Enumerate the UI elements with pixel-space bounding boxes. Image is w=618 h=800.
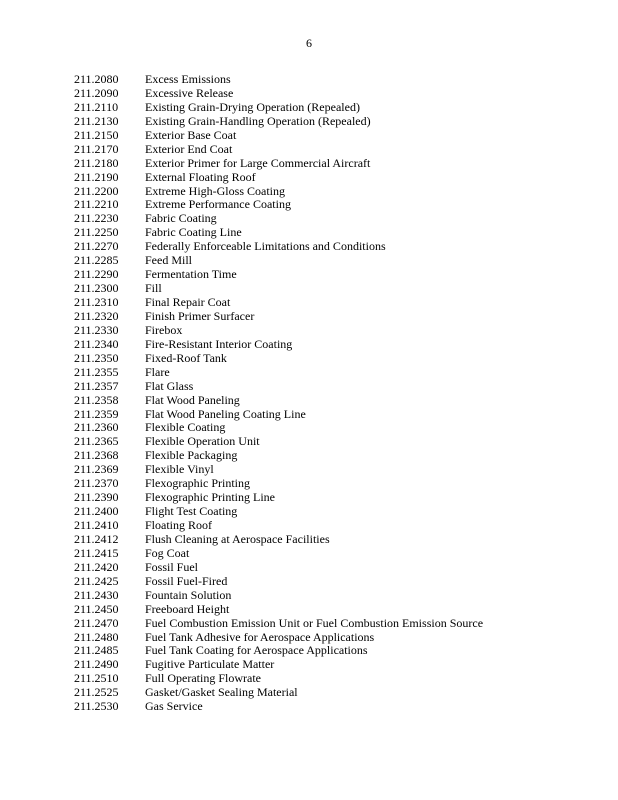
- section-number: 211.2170: [74, 141, 119, 156]
- section-title: Flexographic Printing: [145, 476, 250, 491]
- section-title: Flare: [145, 364, 170, 379]
- section-number: 211.2150: [74, 127, 119, 142]
- section-entry: [74, 352, 483, 366]
- section-title: Exterior End Coat: [145, 141, 233, 156]
- section-title: Fabric Coating: [145, 211, 217, 226]
- section-entry: [74, 143, 483, 157]
- section-number: 211.2310: [74, 295, 119, 309]
- section-entry: [74, 254, 483, 268]
- section-title: Full Operating Flowrate: [145, 671, 261, 686]
- section-number: 211.2420: [74, 559, 119, 574]
- section-entry: [74, 380, 483, 394]
- section-number: 211.2430: [74, 587, 119, 602]
- section-number: 211.2290: [74, 267, 119, 282]
- section-entry: [74, 700, 483, 714]
- section-entry: [74, 672, 483, 686]
- section-number: 211.2300: [74, 281, 119, 296]
- section-entry: [74, 658, 483, 672]
- section-number: 211.2490: [74, 657, 119, 672]
- section-title: Existing Grain-Drying Operation (Repealed): [145, 99, 360, 114]
- section-title: Firebox: [145, 322, 183, 337]
- section-number: 211.2365: [74, 434, 119, 449]
- section-title: Flat Wood Paneling: [145, 392, 240, 407]
- section-number: 211.2357: [74, 378, 119, 393]
- section-entry: [74, 394, 483, 408]
- section-entry: [74, 240, 483, 254]
- section-number: 211.2370: [74, 476, 119, 491]
- section-title: Flight Test Coating: [145, 504, 238, 519]
- section-entry: [74, 268, 483, 282]
- section-title: Exterior Base Coat: [145, 127, 237, 142]
- section-title: Flexographic Printing Line: [145, 490, 275, 505]
- section-number: 211.2368: [74, 448, 119, 463]
- section-entry: [74, 561, 483, 575]
- section-title: Existing Grain-Handling Operation (Repealed): [145, 113, 371, 128]
- section-number: 211.2415: [74, 545, 119, 560]
- section-entry: [74, 603, 483, 617]
- section-title: Flat Glass: [145, 378, 194, 393]
- section-number: 211.2390: [74, 490, 119, 505]
- section-title: External Floating Roof: [145, 169, 256, 184]
- section-entry: [74, 408, 483, 422]
- section-entry: [74, 519, 483, 533]
- section-number: 211.2130: [74, 113, 119, 128]
- section-title: Flexible Vinyl: [145, 462, 214, 477]
- section-entry: [74, 547, 483, 561]
- section-number: 211.2369: [74, 462, 119, 477]
- section-number: 211.2190: [74, 169, 119, 184]
- section-number: 211.2360: [74, 420, 119, 435]
- section-title: Fossil Fuel: [145, 559, 199, 574]
- section-title: Federally Enforceable Limitations and Conditions: [145, 239, 386, 254]
- section-title: Gas Service: [145, 699, 203, 714]
- section-title: Floating Roof: [145, 518, 213, 532]
- section-number: 211.2410: [74, 518, 119, 532]
- section-title: Fugitive Particulate Matter: [145, 657, 275, 672]
- section-title: Fuel Tank Adhesive for Aerospace Applications: [145, 629, 375, 644]
- section-entry: [74, 338, 483, 352]
- section-entry: [74, 115, 483, 129]
- section-entry: [74, 129, 483, 143]
- section-number: 211.2525: [74, 685, 119, 700]
- section-number: 211.2090: [74, 85, 119, 100]
- section-entry: [74, 491, 483, 505]
- section-title: Flush Cleaning at Aerospace Facilities: [145, 531, 330, 546]
- section-title: Fossil Fuel-Fired: [145, 573, 228, 588]
- section-number: 211.2250: [74, 225, 119, 240]
- section-number: 211.2355: [74, 364, 119, 379]
- section-title: Gasket/Gasket Sealing Material: [145, 685, 298, 700]
- section-entry: [74, 282, 483, 296]
- section-number: 211.2320: [74, 308, 119, 323]
- section-entry: [74, 421, 483, 435]
- section-number: 211.2330: [74, 322, 119, 337]
- section-entry: [74, 575, 483, 589]
- section-number: 211.2470: [74, 615, 119, 630]
- section-title: Excess Emissions: [145, 72, 231, 86]
- section-title: Fire-Resistant Interior Coating: [145, 336, 293, 351]
- section-entry: [74, 366, 483, 380]
- section-entry: [74, 617, 483, 631]
- section-number: 211.2412: [74, 531, 119, 546]
- section-number: 211.2425: [74, 573, 119, 588]
- section-number: 211.2510: [74, 671, 119, 686]
- section-entry: [74, 463, 483, 477]
- section-number: 211.2210: [74, 197, 119, 212]
- section-number: 211.2200: [74, 183, 119, 198]
- section-number: 211.2485: [74, 643, 119, 658]
- section-entry: [74, 296, 483, 310]
- section-entry: [74, 185, 483, 199]
- section-entry: [74, 73, 483, 87]
- section-entry: [74, 226, 483, 240]
- section-entry: [74, 87, 483, 101]
- section-number: 211.2230: [74, 211, 119, 226]
- section-title: Fog Coat: [145, 545, 190, 560]
- section-title: Fermentation Time: [145, 267, 237, 282]
- section-entry: [74, 644, 483, 658]
- section-number: 211.2350: [74, 350, 119, 365]
- section-title: Final Repair Coat: [145, 295, 231, 309]
- section-entry: [74, 157, 483, 171]
- section-entry: [74, 171, 483, 185]
- section-entry: [74, 212, 483, 226]
- section-entry: [74, 310, 483, 324]
- section-title: Flexible Operation Unit: [145, 434, 260, 449]
- section-title: Fountain Solution: [145, 587, 232, 602]
- section-title: Flat Wood Paneling Coating Line: [145, 406, 306, 421]
- section-number: 211.2110: [74, 99, 119, 114]
- section-number: 211.2358: [74, 392, 119, 407]
- section-entry: [74, 505, 483, 519]
- section-number: 211.2180: [74, 155, 119, 170]
- section-title: Extreme High-Gloss Coating: [145, 183, 285, 198]
- section-entry: [74, 198, 483, 212]
- section-title: Exterior Primer for Large Commercial Aircraft: [145, 155, 371, 170]
- section-entry: [74, 533, 483, 547]
- section-title: Finish Primer Surfacer: [145, 308, 255, 323]
- section-title: Fuel Combustion Emission Unit or Fuel Combustion Emission Source: [145, 615, 484, 630]
- section-entry: [74, 686, 483, 700]
- section-entry: [74, 589, 483, 603]
- section-title: Feed Mill: [145, 253, 192, 268]
- section-number: 211.2530: [74, 699, 119, 714]
- section-number: 211.2400: [74, 504, 119, 519]
- section-list: [74, 73, 483, 714]
- section-number: 211.2450: [74, 601, 119, 616]
- section-entry: [74, 631, 483, 645]
- section-title: Excessive Release: [145, 85, 234, 100]
- section-title: Fuel Tank Coating for Aerospace Applications: [145, 643, 368, 658]
- section-number: 211.2080: [74, 72, 119, 86]
- section-title: Freeboard Height: [145, 601, 230, 616]
- section-number: 211.2359: [74, 406, 119, 421]
- section-number: 211.2340: [74, 336, 119, 351]
- section-number: 211.2480: [74, 629, 119, 644]
- section-entry: [74, 435, 483, 449]
- section-title: Flexible Coating: [145, 420, 226, 435]
- section-entry: [74, 101, 483, 115]
- section-entry: [74, 324, 483, 338]
- section-entry: [74, 449, 483, 463]
- section-title: Flexible Packaging: [145, 448, 238, 463]
- section-number: 211.2285: [74, 253, 119, 268]
- section-title: Fabric Coating Line: [145, 225, 242, 240]
- section-title: Fixed-Roof Tank: [145, 350, 227, 365]
- section-title: Fill: [145, 281, 162, 296]
- section-entry: [74, 477, 483, 491]
- page-number: 6: [306, 36, 312, 50]
- section-number: 211.2270: [74, 239, 119, 254]
- section-title: Extreme Performance Coating: [145, 197, 291, 212]
